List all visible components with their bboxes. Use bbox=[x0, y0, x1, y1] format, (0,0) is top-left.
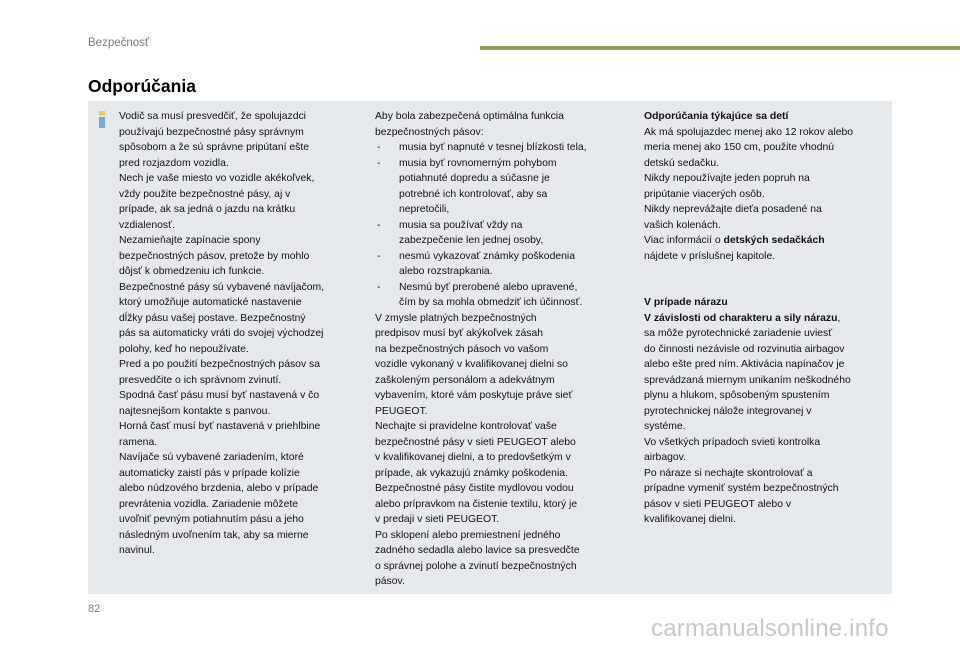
body-line: vybavením, ktoré vám poskytuje práve sieť bbox=[375, 390, 573, 401]
body-line: ktorý umožňuje automatické nastavenie bbox=[119, 297, 302, 308]
reference-link-text: detských sedačkách bbox=[723, 235, 825, 246]
body-line: plynu a hlukom, spôsobeným spustením bbox=[644, 390, 830, 401]
list-item-line: Nesmú byť prerobené alebo upravené, bbox=[399, 281, 578, 293]
column-children-and-impact bbox=[644, 109, 884, 528]
body-line: Nech je vaše miesto vo vozidle akékoľvek, bbox=[119, 173, 315, 184]
body-line: V zmysle platných bezpečnostných bbox=[375, 312, 537, 324]
body-line: pás sa automaticky vráti do svojej východzej bbox=[119, 328, 324, 339]
column-seatbelt-care bbox=[375, 109, 617, 590]
body-line: vždy použite bezpečnostné pásy, aj v bbox=[119, 188, 291, 200]
body-line: Nikdy neprevážajte dieťa posadené na bbox=[644, 204, 822, 215]
body-line: Ak má spolujazdec menej ako 12 rokov alebo bbox=[644, 126, 854, 138]
list-dash: - bbox=[377, 142, 381, 153]
body-line: pripútanie viacerých osôb. bbox=[644, 188, 765, 200]
body-line: kvalifikovanej dielni. bbox=[644, 514, 736, 525]
body-line: sprevádzaná miernym unikaním neškodného bbox=[644, 374, 851, 386]
body-line: prípade, ak vykazujú známky poškodenia. bbox=[375, 467, 568, 479]
list-dash: - bbox=[377, 157, 381, 169]
list-item-line: čím by sa mohla obmedziť ich účinnosť. bbox=[399, 297, 583, 308]
body-line: prípade, ak sa jedná o jazdu na krátku bbox=[119, 204, 296, 215]
body-line: navinul. bbox=[119, 545, 155, 556]
body-line: používajú bezpečnostné pásy správnym bbox=[119, 126, 304, 138]
list-item-line: musia byť rovnomerným pohybom bbox=[399, 157, 557, 169]
body-line: Aby bola zabezpečená optimálna funkcia bbox=[375, 111, 564, 122]
body-line: následným uvoľnením tak, aby sa mierne bbox=[119, 529, 309, 541]
body-line: uvoľniť pevným potiahnutím pásu a jeho bbox=[119, 514, 304, 525]
body-line: bezpečnostné pásy v sieti PEUGEOT alebo bbox=[375, 436, 576, 448]
body-line: vzdialenosť. bbox=[119, 219, 175, 231]
list-item-line: musia byť napnuté v tesnej blízkosti tela, bbox=[399, 142, 587, 153]
list-item-line: nepretočili, bbox=[399, 204, 450, 215]
list-item-line: potrebné ich kontrolovať, aby sa bbox=[399, 188, 548, 200]
list-item bbox=[375, 140, 617, 156]
body-line: sa môže pyrotechnické zariadenie uviesť bbox=[644, 328, 833, 339]
body-line: detskú sedačku. bbox=[644, 157, 720, 169]
body-line: alebo ešte pred ním. Aktivácia napínačov je bbox=[644, 359, 845, 370]
list-item-line: musia sa používať vždy na bbox=[399, 219, 523, 231]
body-line: bezpečnostných pásov, pretože by mohlo bbox=[119, 250, 310, 262]
body-line: v predaji v sieti PEUGEOT. bbox=[375, 514, 500, 525]
body-line: na bezpečnostných pásoch vo vašom bbox=[375, 343, 549, 355]
body-line: Nikdy nepoužívajte jeden popruh na bbox=[644, 173, 810, 184]
body-line: Nechajte si pravidelne kontrolovať vaše bbox=[375, 421, 557, 432]
body-line: prípadne vymeniť systém bezpečnostných bbox=[644, 483, 839, 494]
list-item-line: alebo rozstrapkania. bbox=[399, 266, 493, 277]
body-line: Bezpečnostné pásy čistite mydlovou vodou bbox=[375, 483, 574, 494]
children-heading: Odporúčania týkajúce sa detí bbox=[644, 111, 789, 122]
body-line: zaškoleným personálom a adekvátnym bbox=[375, 374, 555, 386]
body-line: spôsobom a že sú správne pripútaní ešte bbox=[119, 142, 310, 153]
body-line: Vodič sa musí presvedčiť, že spolujazdci bbox=[119, 111, 306, 122]
body-line: do činnosti nezávisle od rozvinutia airbagov bbox=[644, 343, 845, 355]
info-icon bbox=[96, 111, 108, 128]
impact-subheading-bold: V závislosti od charakteru a sily nárazu bbox=[644, 312, 838, 324]
body-line: ramena. bbox=[119, 436, 158, 448]
body-line: Pred a po použití bezpečnostných pásov sa bbox=[119, 359, 321, 370]
impact-text bbox=[644, 326, 884, 528]
body-line: pásov. bbox=[375, 576, 405, 587]
list-item bbox=[375, 156, 617, 218]
page-title: Odporúčania bbox=[88, 76, 196, 96]
body-line: systéme. bbox=[644, 421, 686, 432]
children-reference bbox=[644, 233, 884, 249]
body-line: pyrotechnickej nálože integrovanej v bbox=[644, 405, 812, 417]
body-line: pred rozjazdom vozidla. bbox=[119, 157, 229, 169]
list-dash: - bbox=[377, 250, 381, 262]
impact-subheading bbox=[644, 311, 884, 327]
list-item-line: potiahnuté dopredu a súčasne je bbox=[399, 173, 550, 184]
body-line: Spodná časť pásu musí byť nastavená v čo bbox=[119, 390, 320, 401]
body-line: dĺžky pásu vašej postave. Bezpečnostný bbox=[119, 312, 306, 324]
body-line: vašich kolenách. bbox=[644, 219, 721, 231]
body-line: zadného sedadla alebo lavice sa presvedčte bbox=[375, 545, 580, 556]
children-reference-end: nájdete v príslušnej kapitole. bbox=[644, 250, 776, 262]
body-line: Po náraze si nechajte skontrolovať a bbox=[644, 467, 813, 479]
body-line: bezpečnostných pásov: bbox=[375, 126, 484, 138]
body-line: Vo všetkých prípadoch svieti kontrolka bbox=[644, 436, 821, 448]
body-line: Bezpečnostné pásy sú vybavené navíjačom, bbox=[119, 281, 325, 293]
list-dash: - bbox=[377, 219, 381, 231]
body-line: najtesnejšom kontakte s panvou. bbox=[119, 405, 271, 417]
body-line: alebo prípravkom na čistenie textilu, ktorý je bbox=[375, 498, 578, 510]
header-rule bbox=[480, 46, 960, 50]
body-line: Navíjače sú vybavené zariadením, ktoré bbox=[119, 452, 304, 463]
body-line: pásov v sieti PEUGEOT alebo v bbox=[644, 498, 792, 510]
list-item bbox=[375, 218, 617, 249]
section-label: Bezpečnosť bbox=[88, 37, 150, 49]
body-line: airbagov. bbox=[644, 452, 686, 463]
reference-prefix: Viac informácií o bbox=[644, 235, 724, 246]
impact-heading: V prípade nárazu bbox=[644, 297, 728, 308]
children-text bbox=[644, 125, 884, 234]
body-line: o správnej polohe a zvinutí bezpečnostných bbox=[375, 560, 577, 572]
column-seatbelt-instructions bbox=[119, 109, 355, 559]
list-item bbox=[375, 280, 617, 311]
list-dash: - bbox=[377, 281, 381, 293]
body-line: Horná časť musí byť nastavená v priehlbine bbox=[119, 421, 321, 432]
body-line: meria menej ako 150 cm, použite vhodnú bbox=[644, 142, 835, 153]
body-line: prevrátenia vozidla. Zariadenie môžete bbox=[119, 498, 299, 510]
body-line: vozidle vykonaný v kvalifikovanej dielni so bbox=[375, 359, 568, 370]
body-line: Po sklopení alebo premiestnení jedného bbox=[375, 529, 561, 541]
body-line: Nezamieňajte zapínacie spony bbox=[119, 235, 261, 246]
list-item-line: nesmú vykazovať známky poškodenia bbox=[399, 250, 576, 262]
body-line: alebo núdzového brzdenia, alebo v prípade bbox=[119, 483, 319, 494]
body-line: presvedčite o ich správnom zvinutí. bbox=[119, 374, 282, 386]
body-line: predpisov musí byť akýkoľvek zásah bbox=[375, 328, 544, 339]
body-line: automaticky zaistí pás v prípade kolízie bbox=[119, 467, 300, 479]
impact-subheading-comma: , bbox=[837, 312, 841, 324]
body-line: PEUGEOT. bbox=[375, 405, 428, 417]
body-line: v kvalifikovanej dielni, a to predovšetkým v bbox=[375, 452, 571, 463]
body-line: polohy, keď ho nepoužívate. bbox=[119, 343, 249, 355]
body-line: dôjsť k obmedzeniu ich funkcie. bbox=[119, 266, 265, 277]
watermark: carmanualsonline.info bbox=[651, 615, 889, 642]
list-item-line: zabezpečenie len jednej osoby, bbox=[399, 235, 544, 246]
list-item bbox=[375, 249, 617, 280]
page-number: 82 bbox=[88, 603, 101, 615]
